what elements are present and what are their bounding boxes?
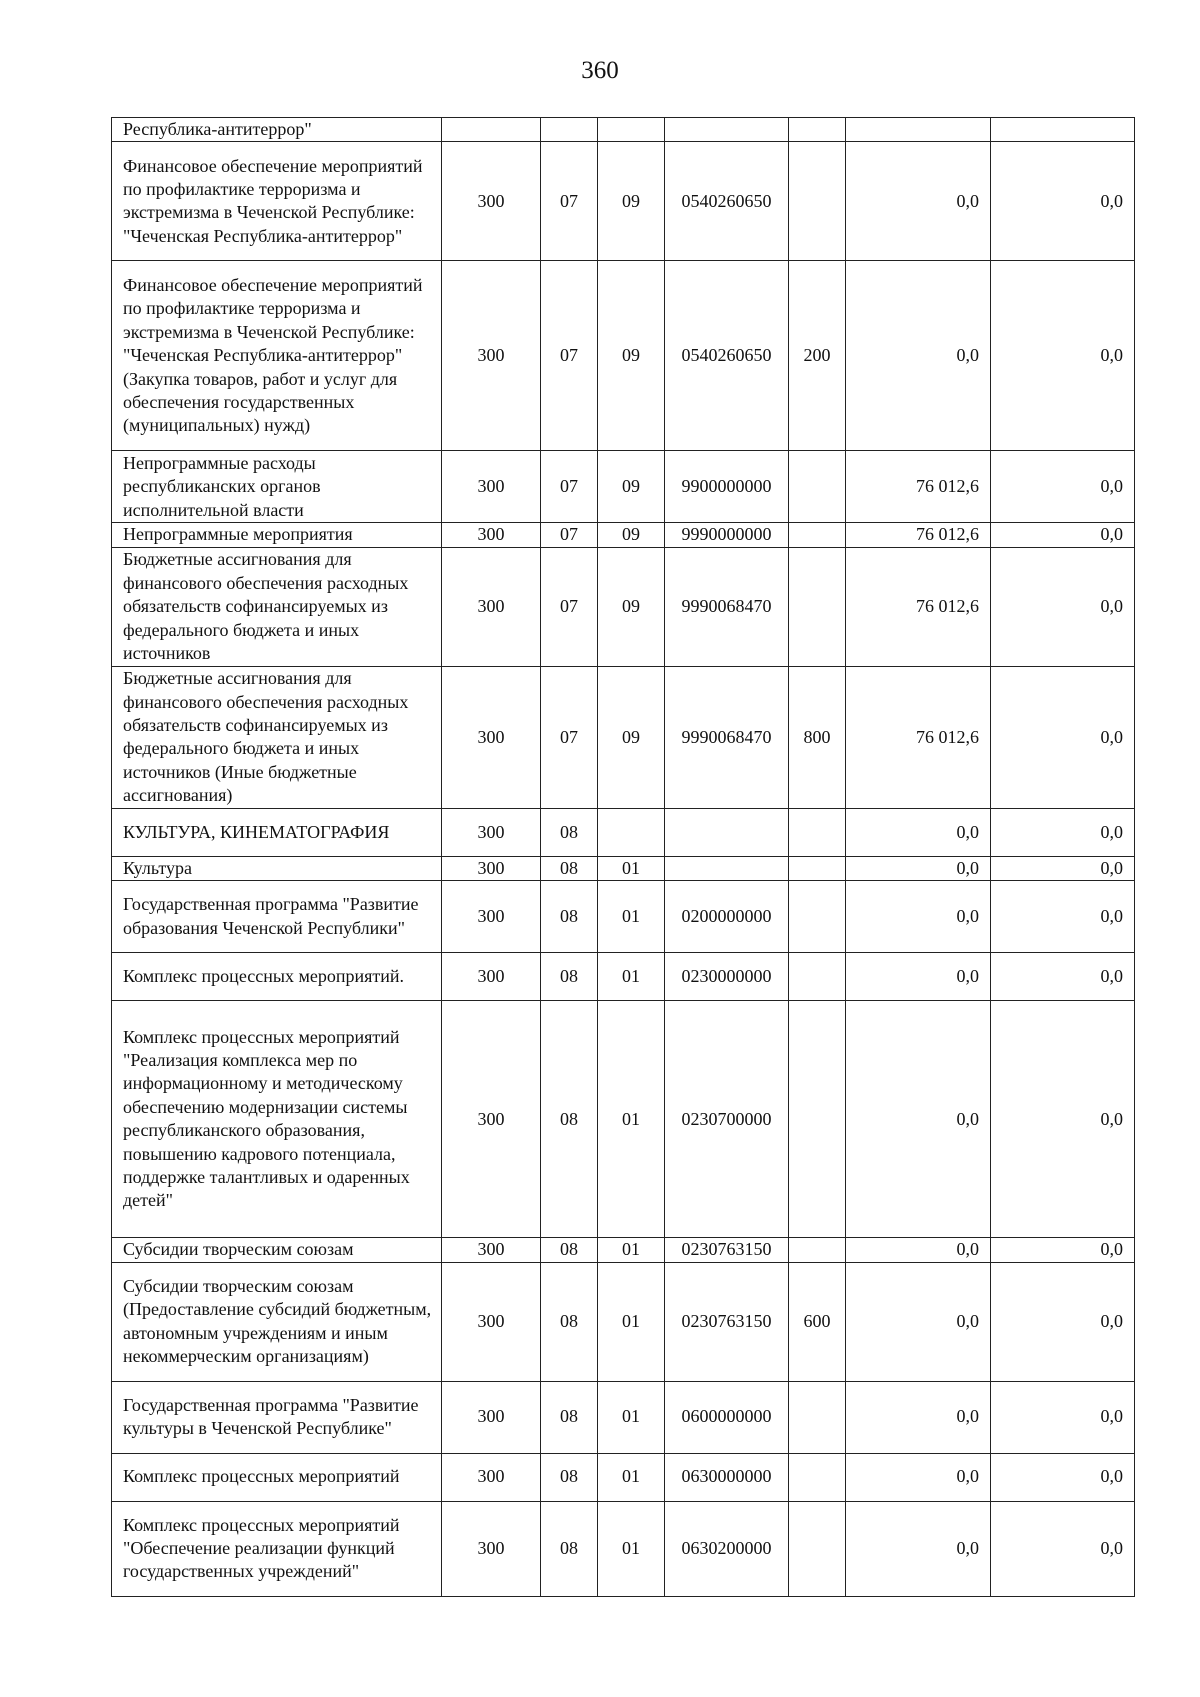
row-name: Бюджетные ассигнования для финансового обеспечения расходных обязательств софинансируемых из федерального бюджета и иных источников (112, 547, 442, 666)
amount-1: 0,0 (846, 881, 991, 953)
expense-type-code (789, 523, 846, 547)
amount-1: 76 012,6 (846, 451, 991, 523)
subsection-code: 09 (598, 666, 665, 808)
ved-code: 300 (442, 1238, 541, 1262)
amount-2 (991, 118, 1135, 142)
table-row (112, 261, 1135, 451)
amount-2: 0,0 (991, 142, 1135, 261)
expense-type-code (789, 1381, 846, 1453)
section-code: 08 (541, 953, 598, 1001)
subsection-code: 09 (598, 451, 665, 523)
section-code: 08 (541, 881, 598, 953)
section-code: 07 (541, 547, 598, 666)
ved-code: 300 (442, 881, 541, 953)
ved-code: 300 (442, 523, 541, 547)
expense-type-code (789, 1238, 846, 1262)
row-name: Субсидии творческим союзам (112, 1238, 442, 1262)
expense-type-code (789, 1453, 846, 1501)
section-code: 08 (541, 808, 598, 856)
amount-2: 0,0 (991, 523, 1135, 547)
ved-code: 300 (442, 261, 541, 451)
section-code: 07 (541, 142, 598, 261)
ved-code: 300 (442, 451, 541, 523)
amount-2: 0,0 (991, 953, 1135, 1001)
subsection-code: 01 (598, 1501, 665, 1596)
expense-type-code (789, 142, 846, 261)
amount-1: 76 012,6 (846, 547, 991, 666)
target-article-code: 0230763150 (665, 1238, 789, 1262)
row-name: Комплекс процессных мероприятий "Реализация комплекса мер по информационному и методическому обеспечению модернизации системы республиканского образования, повышению кадрового потенциала, поддержке талантливых и одаренных детей" (112, 1001, 442, 1238)
target-article-code: 0630200000 (665, 1501, 789, 1596)
amount-2: 0,0 (991, 451, 1135, 523)
subsection-code: 01 (598, 881, 665, 953)
table-row (112, 523, 1135, 547)
amount-1: 0,0 (846, 808, 991, 856)
expense-type-code (789, 547, 846, 666)
target-article-code (665, 118, 789, 142)
amount-2: 0,0 (991, 808, 1135, 856)
section-code (541, 118, 598, 142)
expense-type-code (789, 118, 846, 142)
target-article-code (665, 856, 789, 880)
table-row (112, 881, 1135, 953)
amount-1: 0,0 (846, 1262, 991, 1381)
amount-1: 0,0 (846, 1381, 991, 1453)
target-article-code (665, 808, 789, 856)
section-code: 07 (541, 261, 598, 451)
table-row (112, 1381, 1135, 1453)
amount-2: 0,0 (991, 881, 1135, 953)
amount-1: 0,0 (846, 953, 991, 1001)
subsection-code: 09 (598, 142, 665, 261)
amount-2: 0,0 (991, 1238, 1135, 1262)
amount-1 (846, 118, 991, 142)
table-row (112, 1501, 1135, 1596)
amount-2: 0,0 (991, 547, 1135, 666)
table-row (112, 142, 1135, 261)
ved-code: 300 (442, 1453, 541, 1501)
section-code: 07 (541, 451, 598, 523)
table-row (112, 808, 1135, 856)
target-article-code: 0230700000 (665, 1001, 789, 1238)
section-code: 08 (541, 1238, 598, 1262)
amount-2: 0,0 (991, 261, 1135, 451)
amount-2: 0,0 (991, 856, 1135, 880)
expense-type-code (789, 1001, 846, 1238)
row-name: Финансовое обеспечение мероприятий по профилактике терроризма и экстремизма в Чеченской Республике: "Чеченская Республика-антитеррор" (112, 142, 442, 261)
table-body (112, 118, 1135, 1597)
target-article-code: 0540260650 (665, 142, 789, 261)
target-article-code: 0200000000 (665, 881, 789, 953)
row-name: Непрограммные расходы республиканских органов исполнительной власти (112, 451, 442, 523)
section-code: 08 (541, 1501, 598, 1596)
row-name: Комплекс процессных мероприятий "Обеспечение реализации функций государственных учреждений" (112, 1501, 442, 1596)
amount-1: 0,0 (846, 261, 991, 451)
amount-2: 0,0 (991, 1262, 1135, 1381)
row-name: Финансовое обеспечение мероприятий по профилактике терроризма и экстремизма в Чеченской Республике: "Чеченская Республика-антитеррор" (Закупка товаров, работ и услуг для обеспечения государственных (муниципальных) нужд) (112, 261, 442, 451)
table-row (112, 666, 1135, 808)
subsection-code: 01 (598, 1381, 665, 1453)
target-article-code: 0540260650 (665, 261, 789, 451)
expense-type-code: 200 (789, 261, 846, 451)
subsection-code: 01 (598, 1001, 665, 1238)
section-code: 08 (541, 856, 598, 880)
row-name: Государственная программа "Развитие культуры в Чеченской Республике" (112, 1381, 442, 1453)
amount-2: 0,0 (991, 1381, 1135, 1453)
section-code: 07 (541, 666, 598, 808)
amount-2: 0,0 (991, 1453, 1135, 1501)
section-code: 08 (541, 1381, 598, 1453)
expense-type-code (789, 451, 846, 523)
expense-type-code (789, 953, 846, 1001)
amount-1: 0,0 (846, 142, 991, 261)
ved-code: 300 (442, 856, 541, 880)
section-code: 08 (541, 1262, 598, 1381)
subsection-code: 01 (598, 1453, 665, 1501)
page-number: 360 (581, 57, 619, 84)
ved-code: 300 (442, 1001, 541, 1238)
subsection-code (598, 808, 665, 856)
row-name: Непрограммные мероприятия (112, 523, 442, 547)
expense-type-code (789, 808, 846, 856)
table-row (112, 856, 1135, 880)
subsection-code: 09 (598, 261, 665, 451)
target-article-code: 0230763150 (665, 1262, 789, 1381)
table-row (112, 1453, 1135, 1501)
target-article-code: 0230000000 (665, 953, 789, 1001)
table-row (112, 1238, 1135, 1262)
subsection-code (598, 118, 665, 142)
table-row (112, 1262, 1135, 1381)
subsection-code: 09 (598, 523, 665, 547)
ved-code: 300 (442, 547, 541, 666)
target-article-code: 9900000000 (665, 451, 789, 523)
amount-1: 76 012,6 (846, 666, 991, 808)
row-name: Республика-антитеррор" (112, 118, 442, 142)
amount-2: 0,0 (991, 1001, 1135, 1238)
amount-2: 0,0 (991, 666, 1135, 808)
expense-type-code (789, 881, 846, 953)
subsection-code: 09 (598, 547, 665, 666)
expense-type-code: 800 (789, 666, 846, 808)
ved-code: 300 (442, 953, 541, 1001)
subsection-code: 01 (598, 953, 665, 1001)
ved-code: 300 (442, 1262, 541, 1381)
table-row (112, 118, 1135, 142)
ved-code (442, 118, 541, 142)
target-article-code: 9990000000 (665, 523, 789, 547)
budget-table (111, 117, 1135, 1597)
section-code: 08 (541, 1001, 598, 1238)
table-row (112, 953, 1135, 1001)
section-code: 08 (541, 1453, 598, 1501)
target-article-code: 0600000000 (665, 1381, 789, 1453)
expense-type-code (789, 1501, 846, 1596)
ved-code: 300 (442, 666, 541, 808)
target-article-code: 0630000000 (665, 1453, 789, 1501)
row-name: Комплекс процессных мероприятий. (112, 953, 442, 1001)
row-name: Субсидии творческим союзам (Предоставление субсидий бюджетным, автономным учреждениям и иным некоммерческим организациям) (112, 1262, 442, 1381)
amount-1: 0,0 (846, 1501, 991, 1596)
row-name: КУЛЬТУРА, КИНЕМАТОГРАФИЯ (112, 808, 442, 856)
target-article-code: 9990068470 (665, 547, 789, 666)
ved-code: 300 (442, 1381, 541, 1453)
row-name: Бюджетные ассигнования для финансового обеспечения расходных обязательств софинансируемых из федерального бюджета и иных источников (Иные бюджетные ассигнования) (112, 666, 442, 808)
ved-code: 300 (442, 808, 541, 856)
row-name: Государственная программа "Развитие образования Чеченской Республики" (112, 881, 442, 953)
section-code: 07 (541, 523, 598, 547)
amount-1: 0,0 (846, 1001, 991, 1238)
amount-2: 0,0 (991, 1501, 1135, 1596)
ved-code: 300 (442, 1501, 541, 1596)
subsection-code: 01 (598, 1238, 665, 1262)
amount-1: 0,0 (846, 1453, 991, 1501)
ved-code: 300 (442, 142, 541, 261)
table-row (112, 547, 1135, 666)
table-row (112, 451, 1135, 523)
subsection-code: 01 (598, 1262, 665, 1381)
amount-1: 0,0 (846, 856, 991, 880)
table-row (112, 1001, 1135, 1238)
subsection-code: 01 (598, 856, 665, 880)
amount-1: 76 012,6 (846, 523, 991, 547)
target-article-code: 9990068470 (665, 666, 789, 808)
expense-type-code: 600 (789, 1262, 846, 1381)
row-name: Комплекс процессных мероприятий (112, 1453, 442, 1501)
amount-1: 0,0 (846, 1238, 991, 1262)
expense-type-code (789, 856, 846, 880)
row-name: Культура (112, 856, 442, 880)
